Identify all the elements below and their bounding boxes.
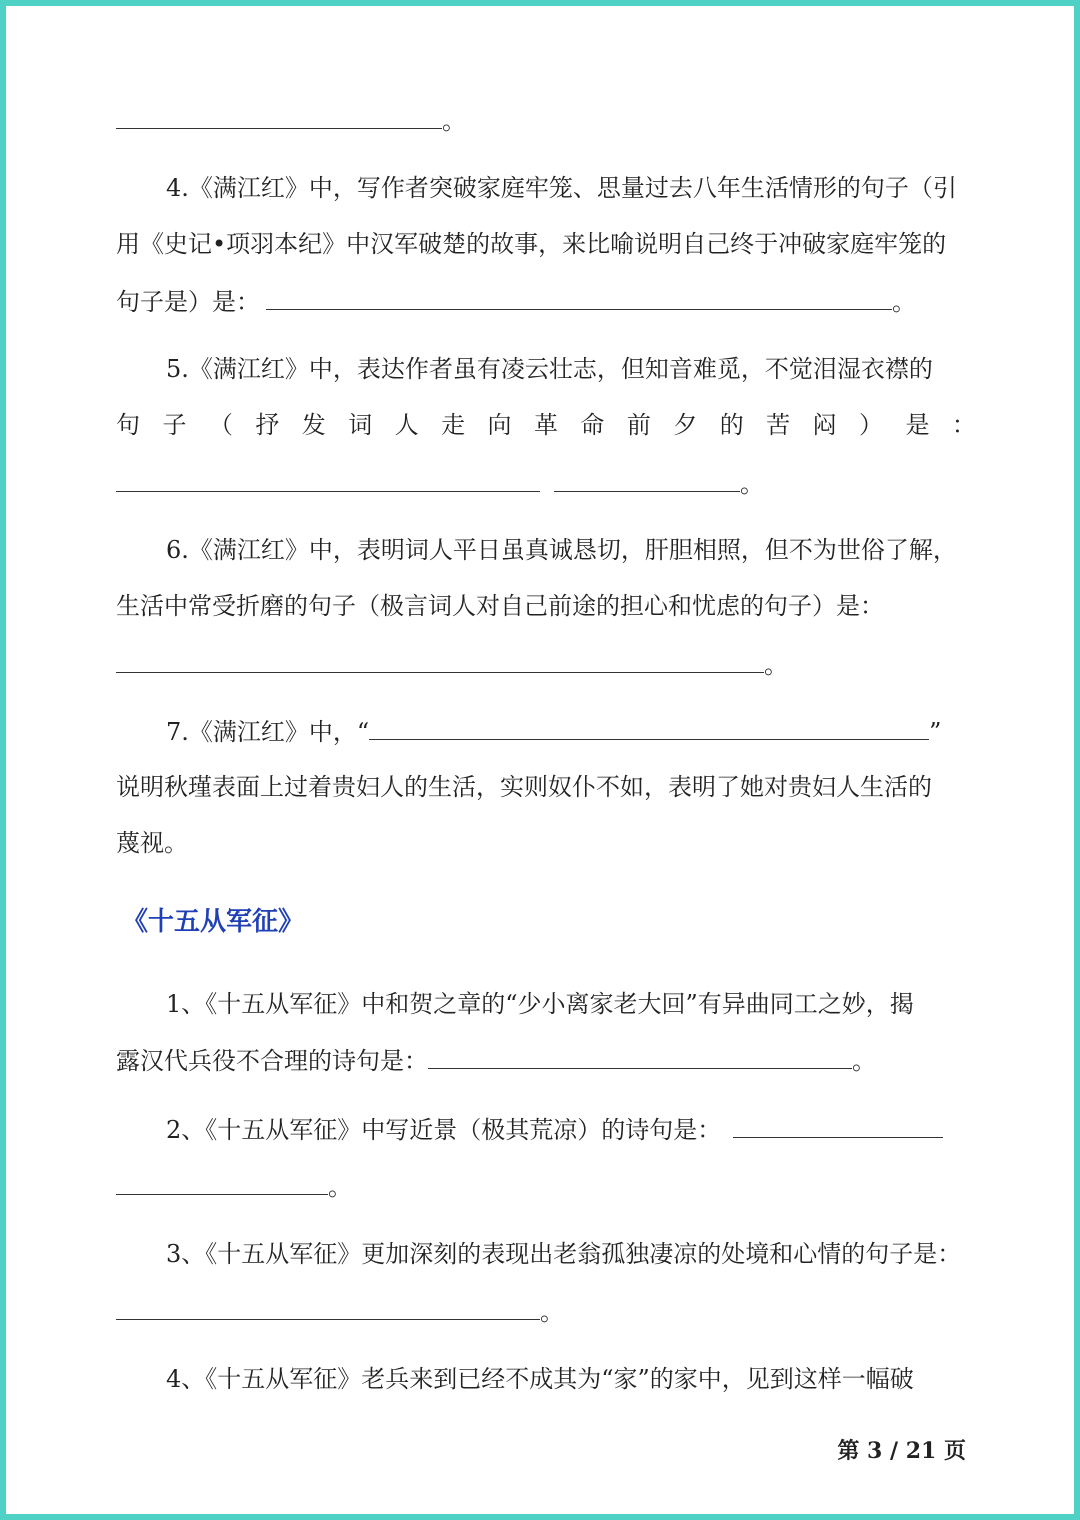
answer-blank (116, 1170, 328, 1195)
char: 苦 (766, 411, 791, 439)
s2-question-3-line-2 (116, 1295, 976, 1328)
char: 发 (301, 411, 326, 439)
question-5-line-1: 5.《满江红》中，表达作者虽有凌云壮志，但知音难觅，不觉泪湿衣襟的 (166, 355, 933, 383)
period: 。 (540, 1298, 564, 1326)
char: 人 (394, 411, 419, 439)
char: （ (208, 411, 233, 439)
s2-question-1-line-2 (116, 1044, 976, 1077)
answer-blank (369, 715, 929, 740)
s2-question-2-prefix: 2、《十五从军征》中写近景（极其荒凉）的诗句是： (166, 1116, 722, 1144)
answer-blank (116, 648, 764, 673)
char: 走 (441, 411, 466, 439)
s2-question-1-prefix: 露汉代兵役不合理的诗句是： (116, 1047, 428, 1075)
period: 。 (764, 651, 788, 679)
char: 子 (162, 411, 187, 439)
char: 命 (580, 411, 605, 439)
answer-blank (554, 467, 740, 492)
char: 革 (533, 411, 558, 439)
question-5-line-3 (116, 467, 976, 500)
question-7-line-3: 蔑视。 (116, 829, 188, 857)
answer-blank (266, 285, 892, 310)
section-heading: 《十五从军征》 (122, 907, 305, 937)
question-6-line-3 (116, 648, 976, 681)
char: 抒 (255, 411, 280, 439)
s2-question-3-line-1: 3、《十五从军征》更加深刻的表现出老翁孤独凄凉的处境和心情的句子是： (166, 1240, 962, 1268)
question-4-prefix: 句子是）是： (116, 288, 260, 316)
period: 。 (442, 107, 466, 135)
char: 向 (487, 411, 512, 439)
question-4-line-2: 用《史记•项羽本纪》中汉军破楚的故事，来比喻说明自己终于冲破家庭牢笼的 (116, 230, 947, 258)
char: 词 (348, 411, 373, 439)
question-7-line-2: 说明秋瑾表面上过着贵妇人的生活，实则奴仆不如，表明了她对贵妇人生活的 (116, 773, 932, 801)
s2-question-4-line-1: 4、《十五从军征》老兵来到已经不成其为“家”的家中，见到这样一幅破 (166, 1365, 914, 1393)
question-7-prefix: 7.《满江红》中，“ (166, 718, 370, 746)
s2-question-2-line-2 (116, 1170, 976, 1203)
period: 。 (892, 288, 916, 316)
char: 前 (626, 411, 651, 439)
s2-question-2-line-1 (116, 1113, 976, 1146)
question-4-line-1: 4.《满江红》中，写作者突破家庭牢笼、思量过去八年生活情形的句子（引 (166, 174, 957, 202)
question-5-line-2 (116, 409, 976, 441)
question-6-line-1: 6.《满江红》中，表明词人平日虽真诚恳切，肝胆相照，但不为世俗了解， (166, 536, 957, 564)
page-number: 第 3 / 21 页 (837, 1438, 966, 1464)
question-4-line-3 (116, 285, 976, 318)
period: 。 (328, 1173, 352, 1201)
char: ） (859, 411, 883, 439)
answer-blank (116, 104, 442, 129)
period: 。 (740, 470, 764, 498)
s2-question-1-line-1: 1、《十五从军征》中和贺之章的“少小离家老大回”有异曲同工之妙，揭 (166, 990, 914, 1018)
answer-line (116, 104, 976, 137)
answer-blank (733, 1113, 943, 1138)
question-6-line-2: 生活中常受折磨的句子（极言词人对自己前途的担心和忧虑的句子）是： (116, 592, 884, 620)
char: ： (951, 411, 976, 439)
answer-blank (116, 467, 540, 492)
answer-blank (116, 1295, 540, 1320)
char: 句 (116, 411, 140, 439)
char: 闷 (812, 411, 837, 439)
char: 的 (719, 411, 744, 439)
period: 。 (852, 1047, 876, 1075)
question-7-line-1 (116, 715, 976, 748)
answer-blank (428, 1044, 852, 1069)
close-quote: ” (929, 718, 942, 746)
char: 夕 (673, 411, 698, 439)
char: 是 (905, 411, 930, 439)
